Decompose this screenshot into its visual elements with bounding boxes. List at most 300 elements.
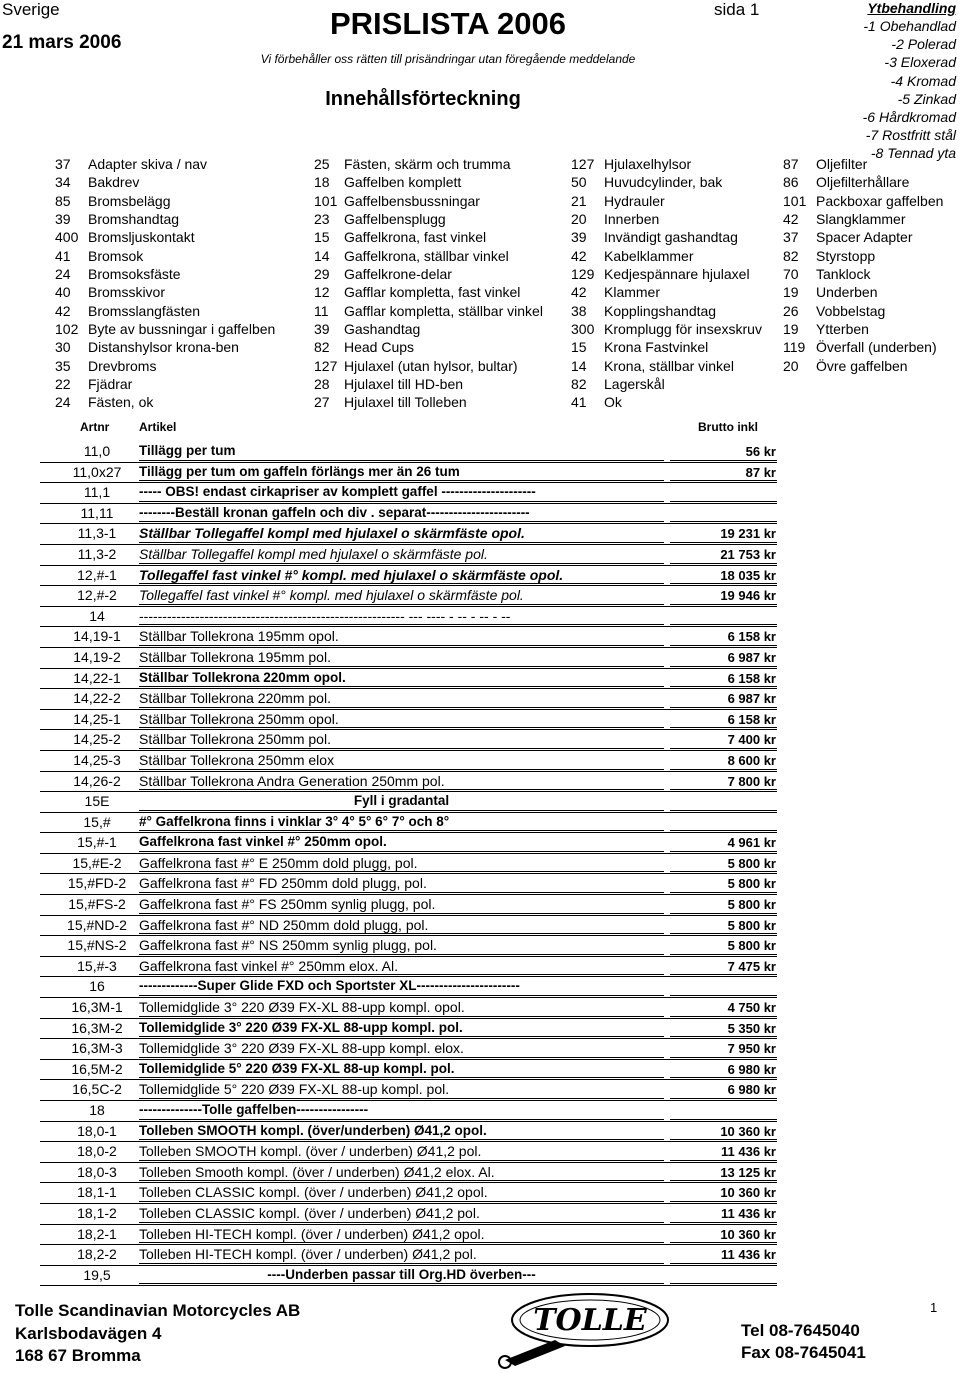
artikel-cell: Tollemidglide 3° 220 Ø39 FX-XL 88-upp kompl. opol. — [139, 999, 465, 1016]
toc-entry-name: Gaffelbensplugg — [344, 211, 446, 228]
toc-entry — [55, 265, 275, 283]
toc-entry — [783, 210, 943, 228]
toc-entry-number: 39 — [55, 211, 71, 228]
row-divider — [670, 1036, 777, 1037]
price-row — [0, 1122, 960, 1143]
row-divider — [670, 1263, 777, 1264]
finish-legend — [863, 0, 956, 163]
toc-entry-number: 38 — [571, 302, 587, 319]
row-divider — [139, 1016, 664, 1017]
toc-entry-name: Hjulaxel (utan hylsor, bultar) — [344, 357, 518, 374]
artikel-cell: ----Underben passar till Org.HD överben--- — [267, 1266, 536, 1282]
artnr-cell: 15E — [84, 793, 110, 810]
toc-entry-name: Gashandtag — [344, 321, 421, 338]
toc-entry-number: 82 — [783, 247, 799, 264]
artnr-cell: 11,11 — [80, 504, 114, 521]
toc-entry — [55, 283, 275, 301]
price-row — [0, 936, 960, 957]
row-divider — [139, 1263, 664, 1264]
artnr-cell: 18,1-2 — [77, 1204, 117, 1221]
toc-entry — [314, 155, 543, 173]
artikel-cell: Ställbar Tollekrona 195mm opol. — [139, 628, 339, 645]
price-cell: 18 035 kr — [720, 567, 776, 583]
row-divider — [139, 1283, 664, 1284]
toc-entry-number: 42 — [571, 247, 587, 264]
price-cell: 11 436 kr — [721, 1247, 776, 1263]
toc-entry-number: 27 — [314, 394, 330, 411]
row-divider — [670, 727, 777, 728]
price-row — [0, 607, 960, 628]
price-row — [0, 463, 960, 484]
toc-entry — [783, 192, 943, 210]
price-row — [0, 1142, 960, 1163]
finish-item: -7 Rostfritt stål — [865, 127, 956, 144]
row-divider — [670, 789, 777, 790]
toc-entry — [55, 357, 275, 375]
artikel-cell: Tolleben HI-TECH kompl. (över / underben) Ø41,2 pol. — [139, 1246, 477, 1263]
price-cell: 5 350 kr — [727, 1020, 776, 1036]
row-divider — [139, 645, 664, 646]
artnr-cell: 14,25-1 — [73, 710, 121, 727]
toc-entry-name: Adapter skiva / nav — [88, 156, 208, 172]
price-cell: 19 946 kr — [720, 588, 776, 604]
toc-entry-number: 15 — [314, 229, 330, 246]
toc-entry-name: Bromsok — [88, 247, 144, 264]
toc-entry-number: 129 — [571, 266, 595, 283]
toc-column-1 — [55, 155, 275, 412]
toc-entry — [314, 320, 543, 338]
toc-entry-name: Slangklammer — [816, 211, 906, 228]
page-title: PRISLISTA 2006 — [329, 6, 567, 41]
artikel-cell: Ställbar Tollekrona Andra Generation 250mm pol. — [139, 772, 445, 789]
price-row — [0, 710, 960, 731]
artikel-cell: --------------------------------------------------------- --- ---- - -- - -- - -- — [139, 607, 511, 624]
artnr-cell: 19,5 — [83, 1266, 111, 1283]
price-row — [0, 689, 960, 710]
row-divider — [670, 460, 777, 461]
toc-entry-number: 101 — [314, 192, 338, 209]
toc-entry-number: 19 — [783, 284, 799, 301]
artnr-cell: 15,#NS-2 — [67, 937, 127, 954]
row-divider — [139, 810, 664, 811]
price-row — [0, 916, 960, 937]
price-cell: 10 360 kr — [720, 1185, 776, 1201]
toc-entry-name: Kedjespännare hjulaxel — [604, 266, 750, 283]
finish-item: -1 Obehandlad — [863, 18, 956, 34]
row-divider — [139, 624, 664, 625]
toc-entry-number: 85 — [55, 192, 71, 209]
toc-entry-number: 82 — [571, 376, 587, 393]
row-divider — [670, 1057, 777, 1058]
toc-entry — [314, 302, 543, 320]
toc-entry-number: 82 — [314, 339, 330, 356]
toc-entry — [571, 357, 762, 375]
artnr-cell: 11,0x27 — [72, 463, 122, 480]
row-divider — [670, 686, 777, 687]
toc-entry — [55, 375, 275, 393]
price-cell: 87 kr — [745, 464, 776, 480]
toc-entry — [571, 173, 762, 191]
row-divider — [670, 1160, 777, 1161]
row-divider — [139, 913, 664, 914]
row-divider — [670, 995, 777, 996]
toc-entry-name: Gaffelkrone-delar — [344, 266, 452, 283]
artikel-cell: ----- OBS! endast cirkapriser av komplett gaffel --------------------- — [139, 484, 536, 500]
row-divider — [139, 1098, 664, 1099]
row-divider — [139, 666, 664, 667]
toc-entry — [55, 173, 275, 191]
toc-entry-number: 50 — [571, 174, 587, 191]
toc-entry — [783, 338, 943, 356]
toc-entry — [55, 320, 275, 338]
artnr-cell: 15,#-3 — [77, 957, 117, 974]
toc-entry-name: Spacer Adapter — [816, 229, 913, 246]
price-row — [0, 483, 960, 504]
toc-entry-name: Kabelklammer — [604, 247, 694, 264]
price-row — [0, 957, 960, 978]
contact-phone — [741, 1320, 866, 1364]
price-row — [0, 813, 960, 834]
artikel-cell: Ställbar Tollekrona 250mm elox — [139, 751, 335, 768]
artikel-cell: Tollegaffel fast vinkel #° kompl. med hjulaxel o skärmfäste opol. — [139, 566, 564, 583]
toc-entry — [571, 155, 762, 173]
artnr-cell: 15,#E-2 — [72, 854, 122, 871]
toc-entry — [571, 192, 762, 210]
toc-entry — [571, 265, 762, 283]
artnr-cell: 18 — [89, 1102, 105, 1118]
logo-text: TOLLE — [533, 1303, 647, 1338]
price-cell: 5 800 kr — [727, 938, 776, 954]
price-row — [0, 627, 960, 648]
row-divider — [670, 830, 777, 831]
toc-entry-number: 42 — [571, 284, 587, 301]
artnr-cell: 16,3M-3 — [71, 1040, 123, 1057]
toc-entry-name: Distanshylsor krona-ben — [88, 339, 239, 356]
column-header-artnr: Artnr — [80, 420, 110, 434]
toc-entry — [314, 338, 543, 356]
price-row — [0, 874, 960, 895]
artnr-cell: 14 — [89, 607, 105, 624]
artikel-cell: Gaffelkrona fast vinkel #° 250mm elox. Al. — [139, 957, 399, 974]
price-cell: 5 800 kr — [727, 917, 776, 933]
price-row — [0, 1019, 960, 1040]
price-cell: 6 158 kr — [727, 670, 776, 686]
toc-entry-name: Oljefilter — [816, 156, 868, 172]
price-cell: 6 158 kr — [727, 629, 776, 645]
row-divider — [139, 1139, 664, 1140]
toc-entry — [783, 283, 943, 301]
artnr-cell: 18,0-3 — [77, 1163, 117, 1180]
toc-entry-name: Innerben — [604, 211, 660, 228]
artikel-cell: Tolleben SMOOTH kompl. (över / underben) Ø41,2 pol. — [139, 1143, 482, 1160]
price-row — [0, 442, 960, 463]
artnr-cell: 15,#FS-2 — [68, 896, 126, 913]
fax-number: Fax 08-7645041 — [741, 1343, 866, 1362]
toc-entry-number: 35 — [55, 357, 71, 374]
toc-entry-number: 86 — [783, 174, 799, 191]
toc-entry-name: Bakdrev — [88, 174, 140, 191]
row-divider — [139, 1119, 664, 1120]
toc-entry-name: Kopplingshandtag — [604, 302, 717, 319]
row-divider — [670, 1139, 777, 1140]
row-divider — [670, 666, 777, 667]
toc-entry-name: Kromplugg för insexskruv — [604, 321, 762, 338]
artnr-cell: 11,3-2 — [77, 545, 117, 562]
row-divider — [670, 1119, 777, 1120]
price-cell: 21 753 kr — [720, 546, 776, 562]
toc-entry-name: Överfall (underben) — [816, 339, 937, 356]
toc-entry-name: Underben — [816, 284, 878, 301]
toc-entry-name: Hjulaxel till Tolleben — [344, 394, 467, 411]
toc-entry — [783, 265, 943, 283]
artnr-cell: 18,0-2 — [77, 1143, 117, 1160]
toc-entry-name: Oljefilterhållare — [816, 174, 910, 191]
row-divider — [670, 954, 777, 955]
artikel-cell: Tollemidglide 3° 220 Ø39 FX-XL 88-upp kompl. pol. — [139, 1019, 463, 1035]
row-divider — [40, 1285, 777, 1286]
toc-entry-name: Ok — [604, 394, 622, 411]
company-street: Karlsbodavägen 4 — [15, 1323, 162, 1343]
toc-entry — [571, 375, 762, 393]
row-divider — [139, 1077, 664, 1078]
toc-entry-name: Head Cups — [344, 339, 415, 356]
artnr-cell: 16,3M-2 — [71, 1019, 123, 1036]
row-divider — [139, 686, 664, 687]
price-cell: 6 980 kr — [727, 1061, 776, 1077]
artnr-cell: 15,#FD-2 — [67, 875, 127, 892]
finish-item: -8 Tennad yta — [870, 145, 956, 162]
row-divider — [139, 480, 664, 481]
price-row — [0, 1225, 960, 1246]
row-divider — [670, 1201, 777, 1202]
artnr-cell: 16,5M-2 — [71, 1060, 123, 1077]
price-cell: 7 950 kr — [727, 1041, 776, 1057]
toc-entry-number: 42 — [55, 302, 71, 319]
toc-entry — [314, 393, 543, 411]
artnr-cell: 11,3-1 — [77, 525, 117, 542]
toc-entry — [783, 357, 943, 375]
artikel-cell: Tillägg per tum — [139, 443, 236, 458]
toc-entry — [783, 302, 943, 320]
page-number: 1 — [930, 1300, 938, 1315]
toc-entry-name: Klammer — [604, 284, 661, 301]
row-divider — [139, 1222, 664, 1223]
row-divider — [670, 563, 777, 564]
price-row — [0, 998, 960, 1019]
artikel-cell: Ställbar Tollekrona 250mm pol. — [139, 731, 331, 748]
toc-entry-name: Vobbelstag — [816, 302, 886, 319]
price-cell: 56 kr — [745, 444, 776, 459]
toc-entry-number: 14 — [571, 357, 587, 374]
toc-entry-number: 40 — [55, 284, 71, 301]
artikel-cell: Ställbar Tollekrona 250mm opol. — [139, 710, 339, 727]
artnr-cell: 15,#-1 — [77, 834, 117, 851]
row-divider — [670, 1077, 777, 1078]
toc-entry-name: Hjulaxel till HD-ben — [344, 376, 464, 393]
artnr-cell: 16,5C-2 — [72, 1081, 122, 1098]
company-postal: 168 67 Bromma — [15, 1346, 141, 1365]
toc-heading: Innehållsförteckning — [325, 88, 521, 110]
row-divider — [670, 1016, 777, 1017]
row-divider — [139, 521, 664, 522]
toc-entry-number: 41 — [571, 394, 587, 411]
subtitle: Vi förbehåller oss rätten till prisändringar utan föregående meddelande — [260, 52, 636, 66]
toc-entry — [55, 192, 275, 210]
row-divider — [139, 871, 664, 872]
artikel-cell: Gaffelkrona fast #° ND 250mm dold plugg, pol. — [139, 916, 429, 933]
price-cell: 4 961 kr — [727, 835, 776, 851]
price-row — [0, 895, 960, 916]
artikel-cell: #° Gaffelkrona finns i vinklar 3° 4° 5° 6° 7° och 8° — [139, 813, 450, 829]
row-divider — [139, 769, 664, 770]
toc-entry — [314, 265, 543, 283]
artikel-cell: Gaffelkrona fast #° NS 250mm synlig plugg, pol. — [139, 937, 437, 954]
toc-entry-name: Fästen, skärm och trumma — [344, 156, 511, 172]
toc-entry-name: Hjulaxelhylsor — [604, 156, 692, 172]
finish-item: -4 Kromad — [890, 72, 956, 89]
toc-entry-number: 20 — [783, 357, 799, 374]
artnr-cell: 15,#ND-2 — [67, 916, 127, 933]
price-row — [0, 648, 960, 669]
artikel-cell: Ställbar Tollekrona 220mm pol. — [139, 690, 331, 707]
price-row — [0, 833, 960, 854]
row-divider — [670, 1180, 777, 1181]
toc-entry-name: Gaffelkrona, fast vinkel — [344, 229, 487, 246]
toc-entry — [571, 228, 762, 246]
artikel-cell: Ställbar Tollegaffel kompl med hjulaxel o skärmfäste opol. — [139, 525, 525, 542]
toc-entry-number: 39 — [314, 321, 330, 338]
toc-entry-name: Krona, ställbar vinkel — [604, 357, 734, 374]
row-divider — [139, 583, 664, 584]
page-label: sida 1 — [714, 0, 760, 19]
toc-entry — [571, 338, 762, 356]
price-cell: 11 436 kr — [721, 1205, 776, 1221]
artikel-cell: Tillägg per tum om gaffeln förlängs mer än 26 tum — [139, 463, 460, 479]
artikel-cell: Tollegaffel fast vinkel #° kompl. med hjulaxel o skärmfäste pol. — [139, 587, 524, 604]
tolle-logo — [485, 1290, 695, 1370]
artnr-cell: 14,19-1 — [73, 628, 121, 645]
artnr-cell: 14,25-3 — [73, 751, 121, 768]
row-divider — [139, 954, 664, 955]
phone-number: Tel 08-7645040 — [741, 1321, 860, 1340]
toc-entry — [571, 302, 762, 320]
toc-entry-name: Byte av bussningar i gaffelben — [88, 321, 276, 338]
toc-entry-name: Gaffelkrona, ställbar vinkel — [344, 247, 509, 264]
row-divider — [670, 748, 777, 749]
row-divider — [670, 851, 777, 852]
toc-entry-number: 24 — [55, 394, 71, 411]
toc-entry-name: Bromsoksfäste — [88, 266, 181, 283]
toc-entry-name: Lagerskål — [604, 376, 665, 393]
toc-entry-number: 127 — [571, 156, 595, 172]
row-divider — [139, 933, 664, 934]
row-divider — [139, 1160, 664, 1161]
price-row — [0, 504, 960, 525]
price-row — [0, 854, 960, 875]
artikel-cell: --------Beställ kronan gaffeln och div . separat----------------------- — [139, 504, 530, 520]
price-cell: 5 800 kr — [727, 855, 776, 871]
row-divider — [670, 501, 777, 502]
toc-entry-number: 87 — [783, 156, 799, 172]
toc-entry-number: 29 — [314, 266, 330, 283]
artnr-cell: 12,#-2 — [77, 587, 117, 604]
toc-entry-number: 127 — [314, 357, 338, 374]
price-row — [0, 586, 960, 607]
price-row — [0, 1060, 960, 1081]
artikel-cell: Tolleben Smooth kompl. (över / underben) Ø41,2 elox. Al. — [139, 1163, 495, 1180]
price-cell: 19 231 kr — [720, 526, 776, 542]
row-divider — [670, 1242, 777, 1243]
toc-entry — [55, 155, 275, 173]
row-divider — [139, 830, 664, 831]
toc-entry-number: 14 — [314, 247, 330, 264]
artikel-cell: Ställbar Tollekrona 195mm pol. — [139, 648, 331, 665]
toc-entry-name: Bromsskivor — [88, 284, 166, 301]
toc-entry — [571, 320, 762, 338]
toc-entry — [55, 210, 275, 228]
toc-entry — [314, 375, 543, 393]
artikel-cell: Tolleben CLASSIC kompl. (över / underben) Ø41,2 pol. — [139, 1204, 480, 1221]
artikel-cell: Ställbar Tollegaffel kompl med hjulaxel o skärmfäste pol. — [139, 545, 488, 562]
row-divider — [139, 727, 664, 728]
toc-entry — [571, 210, 762, 228]
artikel-cell: Tolleben HI-TECH kompl. (över / underben) Ø41,2 opol. — [139, 1225, 485, 1242]
artikel-cell: Gaffelkrona fast vinkel #° 250mm opol. — [139, 834, 387, 850]
toc-entry-name: Bromsbelägg — [88, 192, 171, 209]
artnr-cell: 12,#-1 — [77, 566, 117, 583]
row-divider — [670, 810, 777, 811]
price-row — [0, 1163, 960, 1184]
toc-entry-number: 23 — [314, 211, 330, 228]
artnr-cell: 18,2-2 — [77, 1246, 117, 1263]
price-row — [0, 1039, 960, 1060]
row-divider — [670, 604, 777, 605]
toc-entry-number: 15 — [571, 339, 587, 356]
row-divider — [139, 851, 664, 852]
finish-item: -3 Eloxerad — [884, 54, 956, 71]
price-row — [0, 1080, 960, 1101]
row-divider — [670, 933, 777, 934]
price-cell: 10 360 kr — [720, 1123, 776, 1139]
toc-entry — [314, 357, 543, 375]
row-divider — [670, 583, 777, 584]
artikel-cell: Tollemidglide 5° 220 Ø39 FX-XL 88-up kompl. pol. — [139, 1060, 455, 1076]
toc-entry — [314, 173, 543, 191]
toc-entry — [571, 283, 762, 301]
price-row — [0, 772, 960, 793]
artnr-cell: 18,1-1 — [77, 1184, 117, 1201]
row-divider — [670, 521, 777, 522]
row-divider — [139, 501, 664, 502]
row-divider — [670, 1222, 777, 1223]
toc-entry — [783, 155, 943, 173]
toc-entry — [783, 173, 943, 191]
row-divider — [670, 707, 777, 708]
price-row — [0, 1245, 960, 1266]
toc-entry-number: 24 — [55, 266, 71, 283]
price-cell: 6 987 kr — [727, 691, 776, 707]
toc-entry — [783, 228, 943, 246]
toc-entry-name: Bromsljuskontakt — [88, 229, 195, 246]
row-divider — [139, 1036, 664, 1037]
company-address — [15, 1300, 300, 1368]
price-cell: 7 400 kr — [727, 732, 776, 748]
toc-entry-number: 37 — [55, 156, 71, 172]
toc-entry-name: Gafflar kompletta, fast vinkel — [344, 284, 521, 301]
toc-entry — [314, 228, 543, 246]
row-divider — [139, 995, 664, 996]
toc-entry-number: 102 — [55, 321, 79, 338]
